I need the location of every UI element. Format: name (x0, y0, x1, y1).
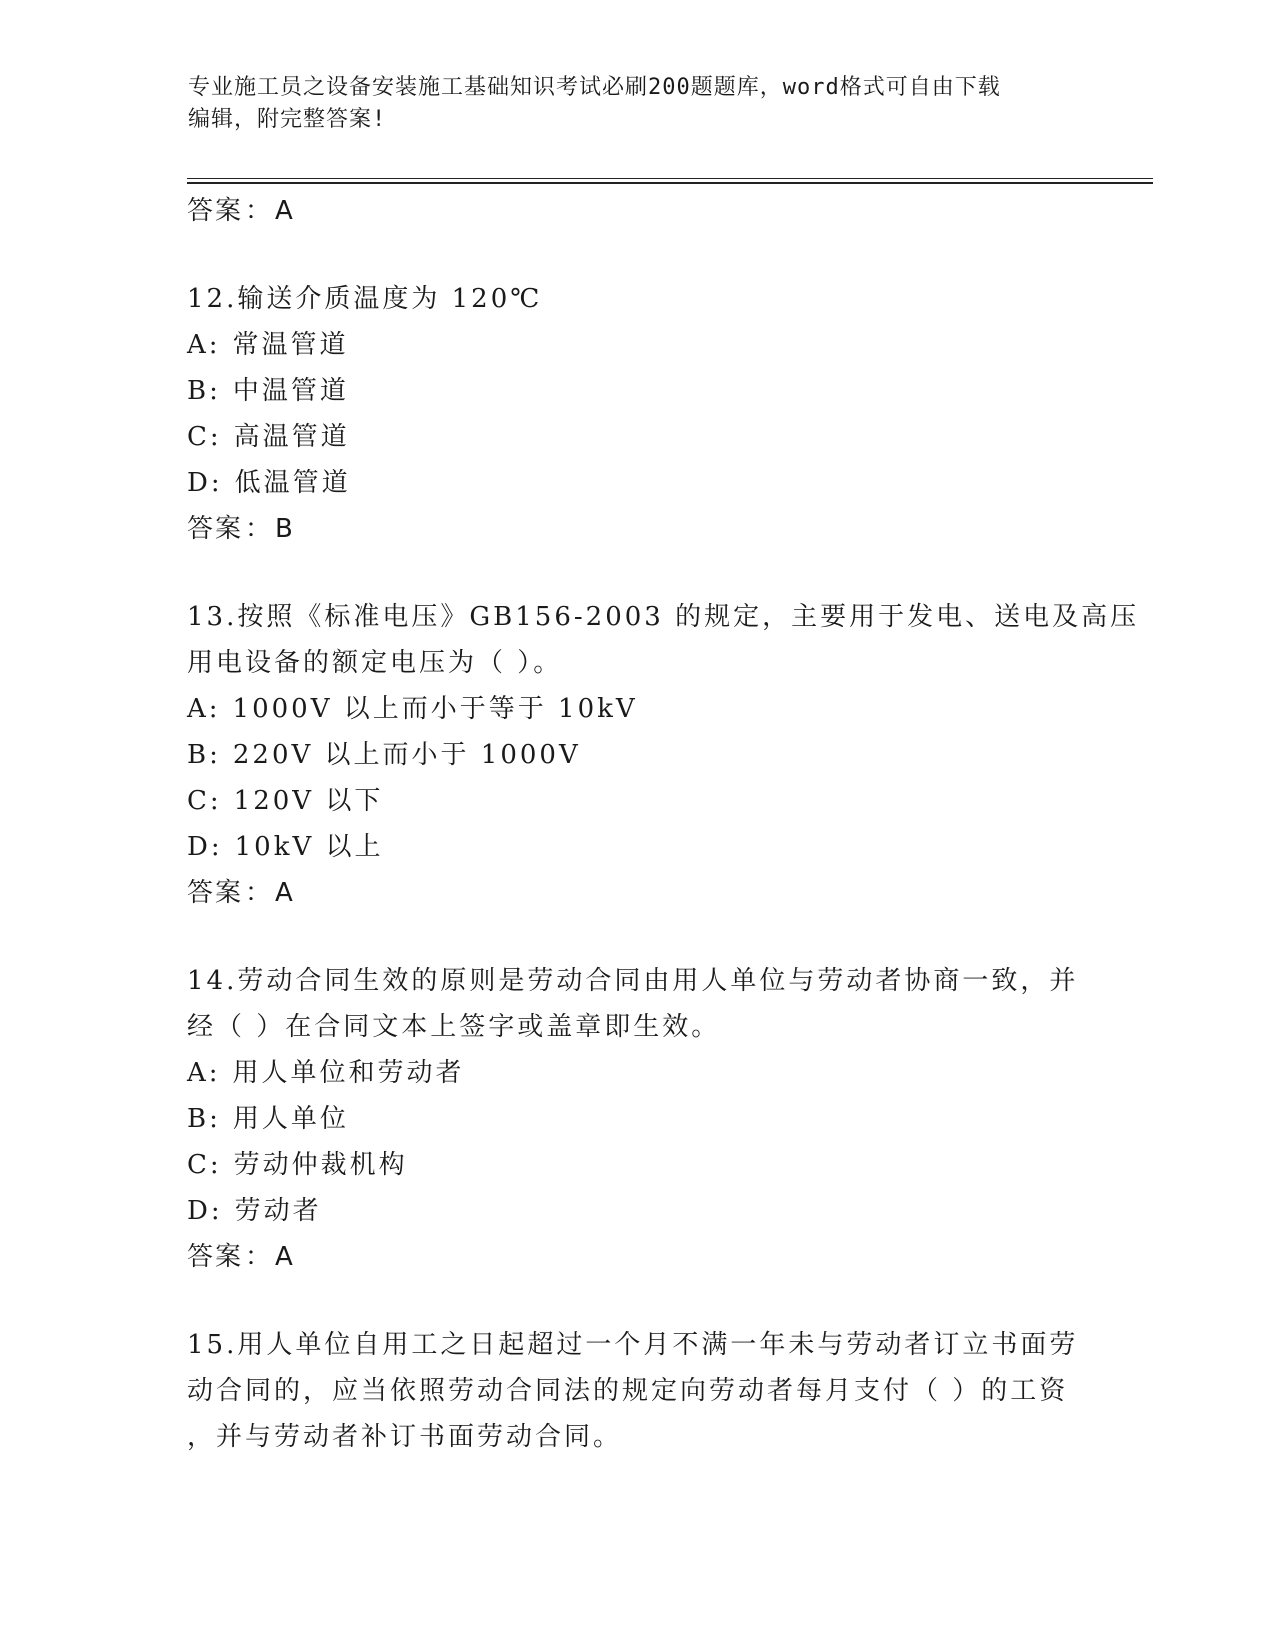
answer-label: 答案 (187, 514, 244, 544)
option-key: D: (187, 1196, 223, 1226)
option-text: 220V 以上而小于 1000V (232, 740, 581, 770)
question-15 (187, 1322, 1087, 1460)
question-13 (187, 594, 1140, 916)
option-key: B: (187, 740, 221, 770)
option-b (187, 1096, 1087, 1142)
option-c (187, 414, 1087, 460)
question-text-line: 按照《标准电压》GB156-2003 的规定，主要用于发电、送电及高压 (237, 602, 1140, 632)
option-text: 用人单位和劳动者 (232, 1058, 465, 1088)
option-key: A: (187, 330, 221, 360)
option-key: C: (187, 1150, 222, 1180)
option-key: C: (187, 786, 222, 816)
question-stem (187, 594, 1140, 640)
option-text: 低温管道 (234, 468, 351, 498)
header-rule-thin (187, 178, 1153, 179)
question-14 (187, 958, 1087, 1280)
option-a (187, 322, 1087, 368)
answer-value: A (275, 196, 295, 226)
question-stem (187, 958, 1087, 1004)
answer-value: A (275, 878, 295, 908)
option-d (187, 460, 1087, 506)
header-line-2: 编辑，附完整答案! (188, 107, 387, 132)
spacer (187, 916, 1087, 958)
option-text: 中温管道 (232, 376, 349, 406)
option-c (187, 778, 1087, 824)
spacer (187, 1280, 1087, 1322)
question-stem (187, 1322, 1087, 1368)
spacer (187, 234, 1087, 276)
question-12 (187, 276, 1087, 552)
option-key: B: (187, 1104, 221, 1134)
header-rule-thick (187, 182, 1153, 184)
option-text: 1000V 以上而小于等于 10kV (232, 694, 638, 724)
option-c (187, 1142, 1087, 1188)
option-text: 高温管道 (233, 422, 350, 452)
option-d (187, 1188, 1087, 1234)
question-number: 12. (187, 284, 238, 314)
option-text: 10kV 以上 (234, 832, 384, 862)
question-number: 13. (187, 602, 238, 632)
option-a (187, 686, 1087, 732)
option-key: B: (187, 376, 221, 406)
answer-label: 答案 (187, 878, 244, 908)
question-text-continued: ，并与劳动者补订书面劳动合同。 (187, 1422, 623, 1452)
question-text-line: 用人单位自用工之日起超过一个月不满一年未与劳动者订立书面劳 (237, 1330, 1079, 1360)
answer-line: 答案：A (187, 196, 295, 226)
question-stem (187, 276, 1087, 322)
option-key: A: (187, 1058, 221, 1088)
option-b (187, 368, 1087, 414)
question-text-continued: 用电设备的额定电压为（ ）。 (187, 648, 563, 678)
answer-value: B (275, 514, 295, 544)
answer-line: 答案：A (187, 878, 295, 908)
option-text: 用人单位 (232, 1104, 349, 1134)
option-text: 劳动者 (234, 1196, 322, 1226)
answer-value: A (275, 1242, 295, 1272)
option-key: A: (187, 694, 221, 724)
question-text-line: 输送介质温度为 120℃ (237, 284, 543, 314)
option-text: 劳动仲裁机构 (233, 1150, 408, 1180)
option-d (187, 824, 1087, 870)
option-key: C: (187, 422, 222, 452)
question-number: 14. (187, 966, 238, 996)
answer-label: 答案 (187, 196, 244, 226)
question-text-continued: 动合同的，应当依照劳动合同法的规定向劳动者每月支付（ ）的工资 (187, 1376, 1069, 1406)
header-line-1: 专业施工员之设备安装施工基础知识考试必刷200题题库，word格式可自由下载 (188, 75, 1001, 100)
option-b (187, 732, 1087, 778)
document-body (187, 188, 1140, 1460)
page-header (188, 72, 1068, 136)
question-number: 15. (187, 1330, 238, 1360)
option-text: 120V 以下 (233, 786, 384, 816)
option-key: D: (187, 832, 223, 862)
spacer (187, 552, 1087, 594)
question-text-line: 劳动合同生效的原则是劳动合同由用人单位与劳动者协商一致，并 (237, 966, 1079, 996)
option-a (187, 1050, 1087, 1096)
answer-line: 答案：B (187, 514, 295, 544)
question-text-continued: 经（ ）在合同文本上签字或盖章即生效。 (187, 1012, 721, 1042)
answer-line: 答案：A (187, 1242, 295, 1272)
option-key: D: (187, 468, 223, 498)
option-text: 常温管道 (232, 330, 349, 360)
answer-label: 答案 (187, 1242, 244, 1272)
